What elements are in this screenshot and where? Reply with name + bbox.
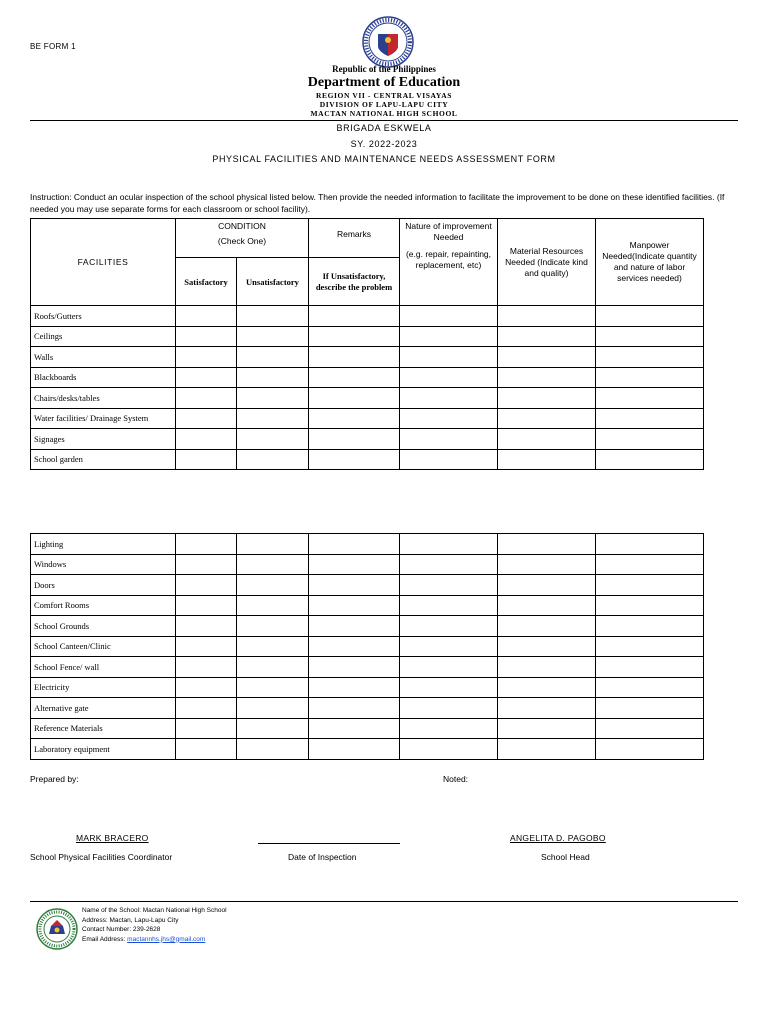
unsatisfactory-cell[interactable]	[237, 347, 309, 368]
table-row	[31, 306, 704, 327]
school-year: SY. 2022-2023	[350, 139, 418, 149]
remarks-cell[interactable]	[309, 306, 400, 327]
manpower-cell[interactable]	[596, 739, 704, 760]
nature-cell[interactable]	[400, 306, 498, 327]
facility-name: Walls	[31, 347, 176, 368]
table-row	[31, 554, 704, 575]
manpower-cell[interactable]	[596, 575, 704, 596]
table-row	[31, 739, 704, 760]
coordinator-title: School Physical Facilities Coordinator	[30, 852, 173, 862]
satisfactory-cell[interactable]	[176, 347, 237, 368]
material-cell[interactable]	[498, 677, 596, 698]
satisfactory-cell[interactable]	[176, 698, 237, 719]
unsatisfactory-cell[interactable]	[237, 326, 309, 347]
remarks-cell[interactable]	[309, 739, 400, 760]
facility-name: Doors	[31, 575, 176, 596]
facility-name: Signages	[31, 429, 176, 450]
facility-name: School Canteen/Clinic	[31, 636, 176, 657]
satisfactory-cell[interactable]	[176, 367, 237, 388]
instruction-text: Instruction: Conduct an ocular inspection of the school physical listed below. Then provide the needed information to facilitate the improvement to be done on these identified facilities. (If needed you may use separate forms for each classroom or school facility).	[30, 192, 725, 214]
footer-divider	[30, 901, 738, 902]
region-heading: REGION VII - CENTRAL VISAYAS	[315, 91, 452, 100]
division-heading: DIVISION OF LAPU-LAPU CITY	[319, 100, 449, 109]
manpower-header: Manpower Needed(Indicate quantity and nature of labor services needed)	[596, 219, 704, 306]
facilities-table-2	[30, 533, 704, 760]
nature-cell[interactable]	[400, 554, 498, 575]
manpower-cell[interactable]	[596, 306, 704, 327]
table-row	[31, 616, 704, 637]
material-cell[interactable]	[498, 347, 596, 368]
unsatisfactory-cell[interactable]	[237, 616, 309, 637]
satisfactory-cell[interactable]	[176, 408, 237, 429]
remarks-cell[interactable]	[309, 554, 400, 575]
school-contact-line: Contact Number: 239-2628	[82, 926, 161, 933]
facility-name: Roofs/Gutters	[31, 306, 176, 327]
remarks-cell[interactable]	[309, 408, 400, 429]
coordinator-name: MARK BRACERO	[76, 833, 149, 843]
manpower-cell[interactable]	[596, 408, 704, 429]
table-row	[31, 575, 704, 596]
material-cell[interactable]	[498, 575, 596, 596]
facility-name: Alternative gate	[31, 698, 176, 719]
satisfactory-header: Satisfactory	[176, 258, 237, 306]
material-cell[interactable]	[498, 367, 596, 388]
table-row	[31, 347, 704, 368]
satisfactory-cell[interactable]	[176, 657, 237, 678]
satisfactory-cell[interactable]	[176, 306, 237, 327]
manpower-cell[interactable]	[596, 429, 704, 450]
facility-name: Comfort Rooms	[31, 595, 176, 616]
facility-name: Laboratory equipment	[31, 739, 176, 760]
unsatisfactory-cell[interactable]	[237, 657, 309, 678]
unsatisfactory-cell[interactable]	[237, 718, 309, 739]
satisfactory-cell[interactable]	[176, 616, 237, 637]
facility-name: Windows	[31, 554, 176, 575]
material-cell[interactable]	[498, 429, 596, 450]
material-cell[interactable]	[498, 636, 596, 657]
nature-cell[interactable]	[400, 534, 498, 555]
table-row	[31, 657, 704, 678]
satisfactory-cell[interactable]	[176, 636, 237, 657]
manpower-cell[interactable]	[596, 616, 704, 637]
satisfactory-cell[interactable]	[176, 718, 237, 739]
unsatisfactory-cell[interactable]	[237, 575, 309, 596]
remarks-cell[interactable]	[309, 698, 400, 719]
material-cell[interactable]	[498, 698, 596, 719]
school-head-title: School Head	[541, 852, 590, 862]
nature-cell[interactable]	[400, 408, 498, 429]
remarks-cell[interactable]	[309, 326, 400, 347]
satisfactory-cell[interactable]	[176, 449, 237, 470]
unsatisfactory-cell[interactable]	[237, 429, 309, 450]
manpower-cell[interactable]	[596, 367, 704, 388]
satisfactory-cell[interactable]	[176, 388, 237, 409]
table-row	[31, 595, 704, 616]
school-heading: MACTAN NATIONAL HIGH SCHOOL	[310, 109, 458, 118]
remarks-cell[interactable]	[309, 616, 400, 637]
nature-cell[interactable]	[400, 718, 498, 739]
condition-header: CONDITION (Check One)	[176, 219, 309, 258]
manpower-cell[interactable]	[596, 534, 704, 555]
unsatisfactory-cell[interactable]	[237, 408, 309, 429]
material-cell[interactable]	[498, 449, 596, 470]
table-row	[31, 698, 704, 719]
satisfactory-cell[interactable]	[176, 739, 237, 760]
remarks-cell[interactable]	[309, 595, 400, 616]
school-email-line: Email Address: mactannhs.jhs@gmail.com	[82, 935, 206, 943]
manpower-cell[interactable]	[596, 677, 704, 698]
satisfactory-cell[interactable]	[176, 554, 237, 575]
remarks-header: Remarks	[309, 219, 400, 258]
remarks-cell[interactable]	[309, 449, 400, 470]
facilities-table-1	[30, 218, 704, 470]
unsatisfactory-cell[interactable]	[237, 449, 309, 470]
table-row	[31, 636, 704, 657]
manpower-cell[interactable]	[596, 657, 704, 678]
material-cell[interactable]	[498, 534, 596, 555]
nature-cell[interactable]	[400, 575, 498, 596]
nature-cell[interactable]	[400, 449, 498, 470]
table-row	[31, 326, 704, 347]
satisfactory-cell[interactable]	[176, 575, 237, 596]
unsatisfactory-cell[interactable]	[237, 534, 309, 555]
manpower-cell[interactable]	[596, 698, 704, 719]
manpower-cell[interactable]	[596, 326, 704, 347]
unsatisfactory-cell[interactable]	[237, 677, 309, 698]
table-row	[31, 408, 704, 429]
unsatisfactory-cell[interactable]	[237, 595, 309, 616]
form-code: BE FORM 1	[30, 42, 76, 51]
nature-cell[interactable]	[400, 388, 498, 409]
material-cell[interactable]	[498, 657, 596, 678]
facility-name: Lighting	[31, 534, 176, 555]
manpower-cell[interactable]	[596, 718, 704, 739]
remarks-cell[interactable]	[309, 347, 400, 368]
remarks-cell[interactable]	[309, 429, 400, 450]
satisfactory-cell[interactable]	[176, 595, 237, 616]
header-divider	[30, 120, 738, 121]
table-row	[31, 718, 704, 739]
remarks-cell[interactable]	[309, 388, 400, 409]
unsatisfactory-cell[interactable]	[237, 367, 309, 388]
manpower-cell[interactable]	[596, 595, 704, 616]
republic-heading: Republic of the Philippines	[332, 64, 436, 74]
facility-name: School garden	[31, 449, 176, 470]
nature-cell[interactable]	[400, 326, 498, 347]
material-cell[interactable]	[498, 306, 596, 327]
material-cell[interactable]	[498, 718, 596, 739]
department-heading: Department of Education	[307, 75, 461, 90]
remarks-cell[interactable]	[309, 677, 400, 698]
nature-cell[interactable]	[400, 595, 498, 616]
material-cell[interactable]	[498, 408, 596, 429]
manpower-cell[interactable]	[596, 347, 704, 368]
facility-name: Chairs/desks/tables	[31, 388, 176, 409]
material-cell[interactable]	[498, 388, 596, 409]
nature-cell[interactable]	[400, 657, 498, 678]
facilities-header: FACILITIES	[31, 219, 176, 306]
date-of-inspection-label: Date of Inspection	[288, 852, 357, 862]
unsatisfactory-header: Unsatisfactory	[237, 258, 309, 306]
unsatisfactory-cell[interactable]	[237, 554, 309, 575]
remarks-cell[interactable]	[309, 657, 400, 678]
facility-name: Electricity	[31, 677, 176, 698]
manpower-cell[interactable]	[596, 554, 704, 575]
school-head-name: ANGELITA D. PAGOBO	[510, 833, 606, 843]
prepared-by-label: Prepared by:	[30, 774, 79, 784]
material-cell[interactable]	[498, 739, 596, 760]
nature-header: Nature of improvement Needed (e.g. repair, repainting, replacement, etc)	[400, 219, 498, 306]
facility-name: Water facilities/ Drainage System	[31, 408, 176, 429]
remarks-cell[interactable]	[309, 636, 400, 657]
remarks-cell[interactable]	[309, 575, 400, 596]
school-seal-icon	[36, 908, 78, 950]
deped-seal-icon	[362, 16, 414, 68]
unsatisfactory-cell[interactable]	[237, 636, 309, 657]
unsatisfactory-cell[interactable]	[237, 698, 309, 719]
table-row	[31, 449, 704, 470]
satisfactory-cell[interactable]	[176, 534, 237, 555]
facility-name: Ceilings	[31, 326, 176, 347]
table-row	[31, 534, 704, 555]
material-cell[interactable]	[498, 326, 596, 347]
nature-cell[interactable]	[400, 347, 498, 368]
material-cell[interactable]	[498, 595, 596, 616]
material-cell[interactable]	[498, 616, 596, 637]
table-row	[31, 429, 704, 450]
unsatisfactory-cell[interactable]	[237, 739, 309, 760]
school-name-line: Name of the School: Mactan National High School	[82, 907, 227, 914]
form-title: PHYSICAL FACILITIES AND MAINTENANCE NEEDS ASSESSMENT FORM	[212, 154, 556, 164]
nature-cell[interactable]	[400, 698, 498, 719]
facility-name: Reference Materials	[31, 718, 176, 739]
nature-cell[interactable]	[400, 367, 498, 388]
material-cell[interactable]	[498, 554, 596, 575]
nature-cell[interactable]	[400, 429, 498, 450]
nature-cell[interactable]	[400, 636, 498, 657]
table-row	[31, 677, 704, 698]
facility-name: School Grounds	[31, 616, 176, 637]
unsatisfactory-cell[interactable]	[237, 388, 309, 409]
table-row	[31, 388, 704, 409]
school-email-link[interactable]: mactannhs.jhs@gmail.com	[127, 935, 206, 943]
nature-cell[interactable]	[400, 739, 498, 760]
manpower-cell[interactable]	[596, 388, 704, 409]
program-title: BRIGADA ESKWELA	[336, 123, 432, 133]
unsatisfactory-cell[interactable]	[237, 306, 309, 327]
date-signature-line	[258, 843, 400, 844]
remarks-cell[interactable]	[309, 534, 400, 555]
noted-label: Noted:	[443, 774, 469, 784]
satisfactory-cell[interactable]	[176, 677, 237, 698]
nature-cell[interactable]	[400, 616, 498, 637]
school-address-line: Address: Mactan, Lapu-Lapu City	[82, 916, 179, 924]
manpower-cell[interactable]	[596, 449, 704, 470]
facility-name: Blackboards	[31, 367, 176, 388]
remarks-cell[interactable]	[309, 367, 400, 388]
satisfactory-cell[interactable]	[176, 429, 237, 450]
remarks-subheader: If Unsatisfactory, describe the problem	[309, 258, 400, 306]
facility-name: School Fence/ wall	[31, 657, 176, 678]
remarks-cell[interactable]	[309, 718, 400, 739]
manpower-cell[interactable]	[596, 636, 704, 657]
school-contact-info	[82, 906, 227, 944]
material-header: Material Resources Needed (Indicate kind and quality)	[498, 219, 596, 306]
satisfactory-cell[interactable]	[176, 326, 237, 347]
table-row	[31, 367, 704, 388]
nature-cell[interactable]	[400, 677, 498, 698]
